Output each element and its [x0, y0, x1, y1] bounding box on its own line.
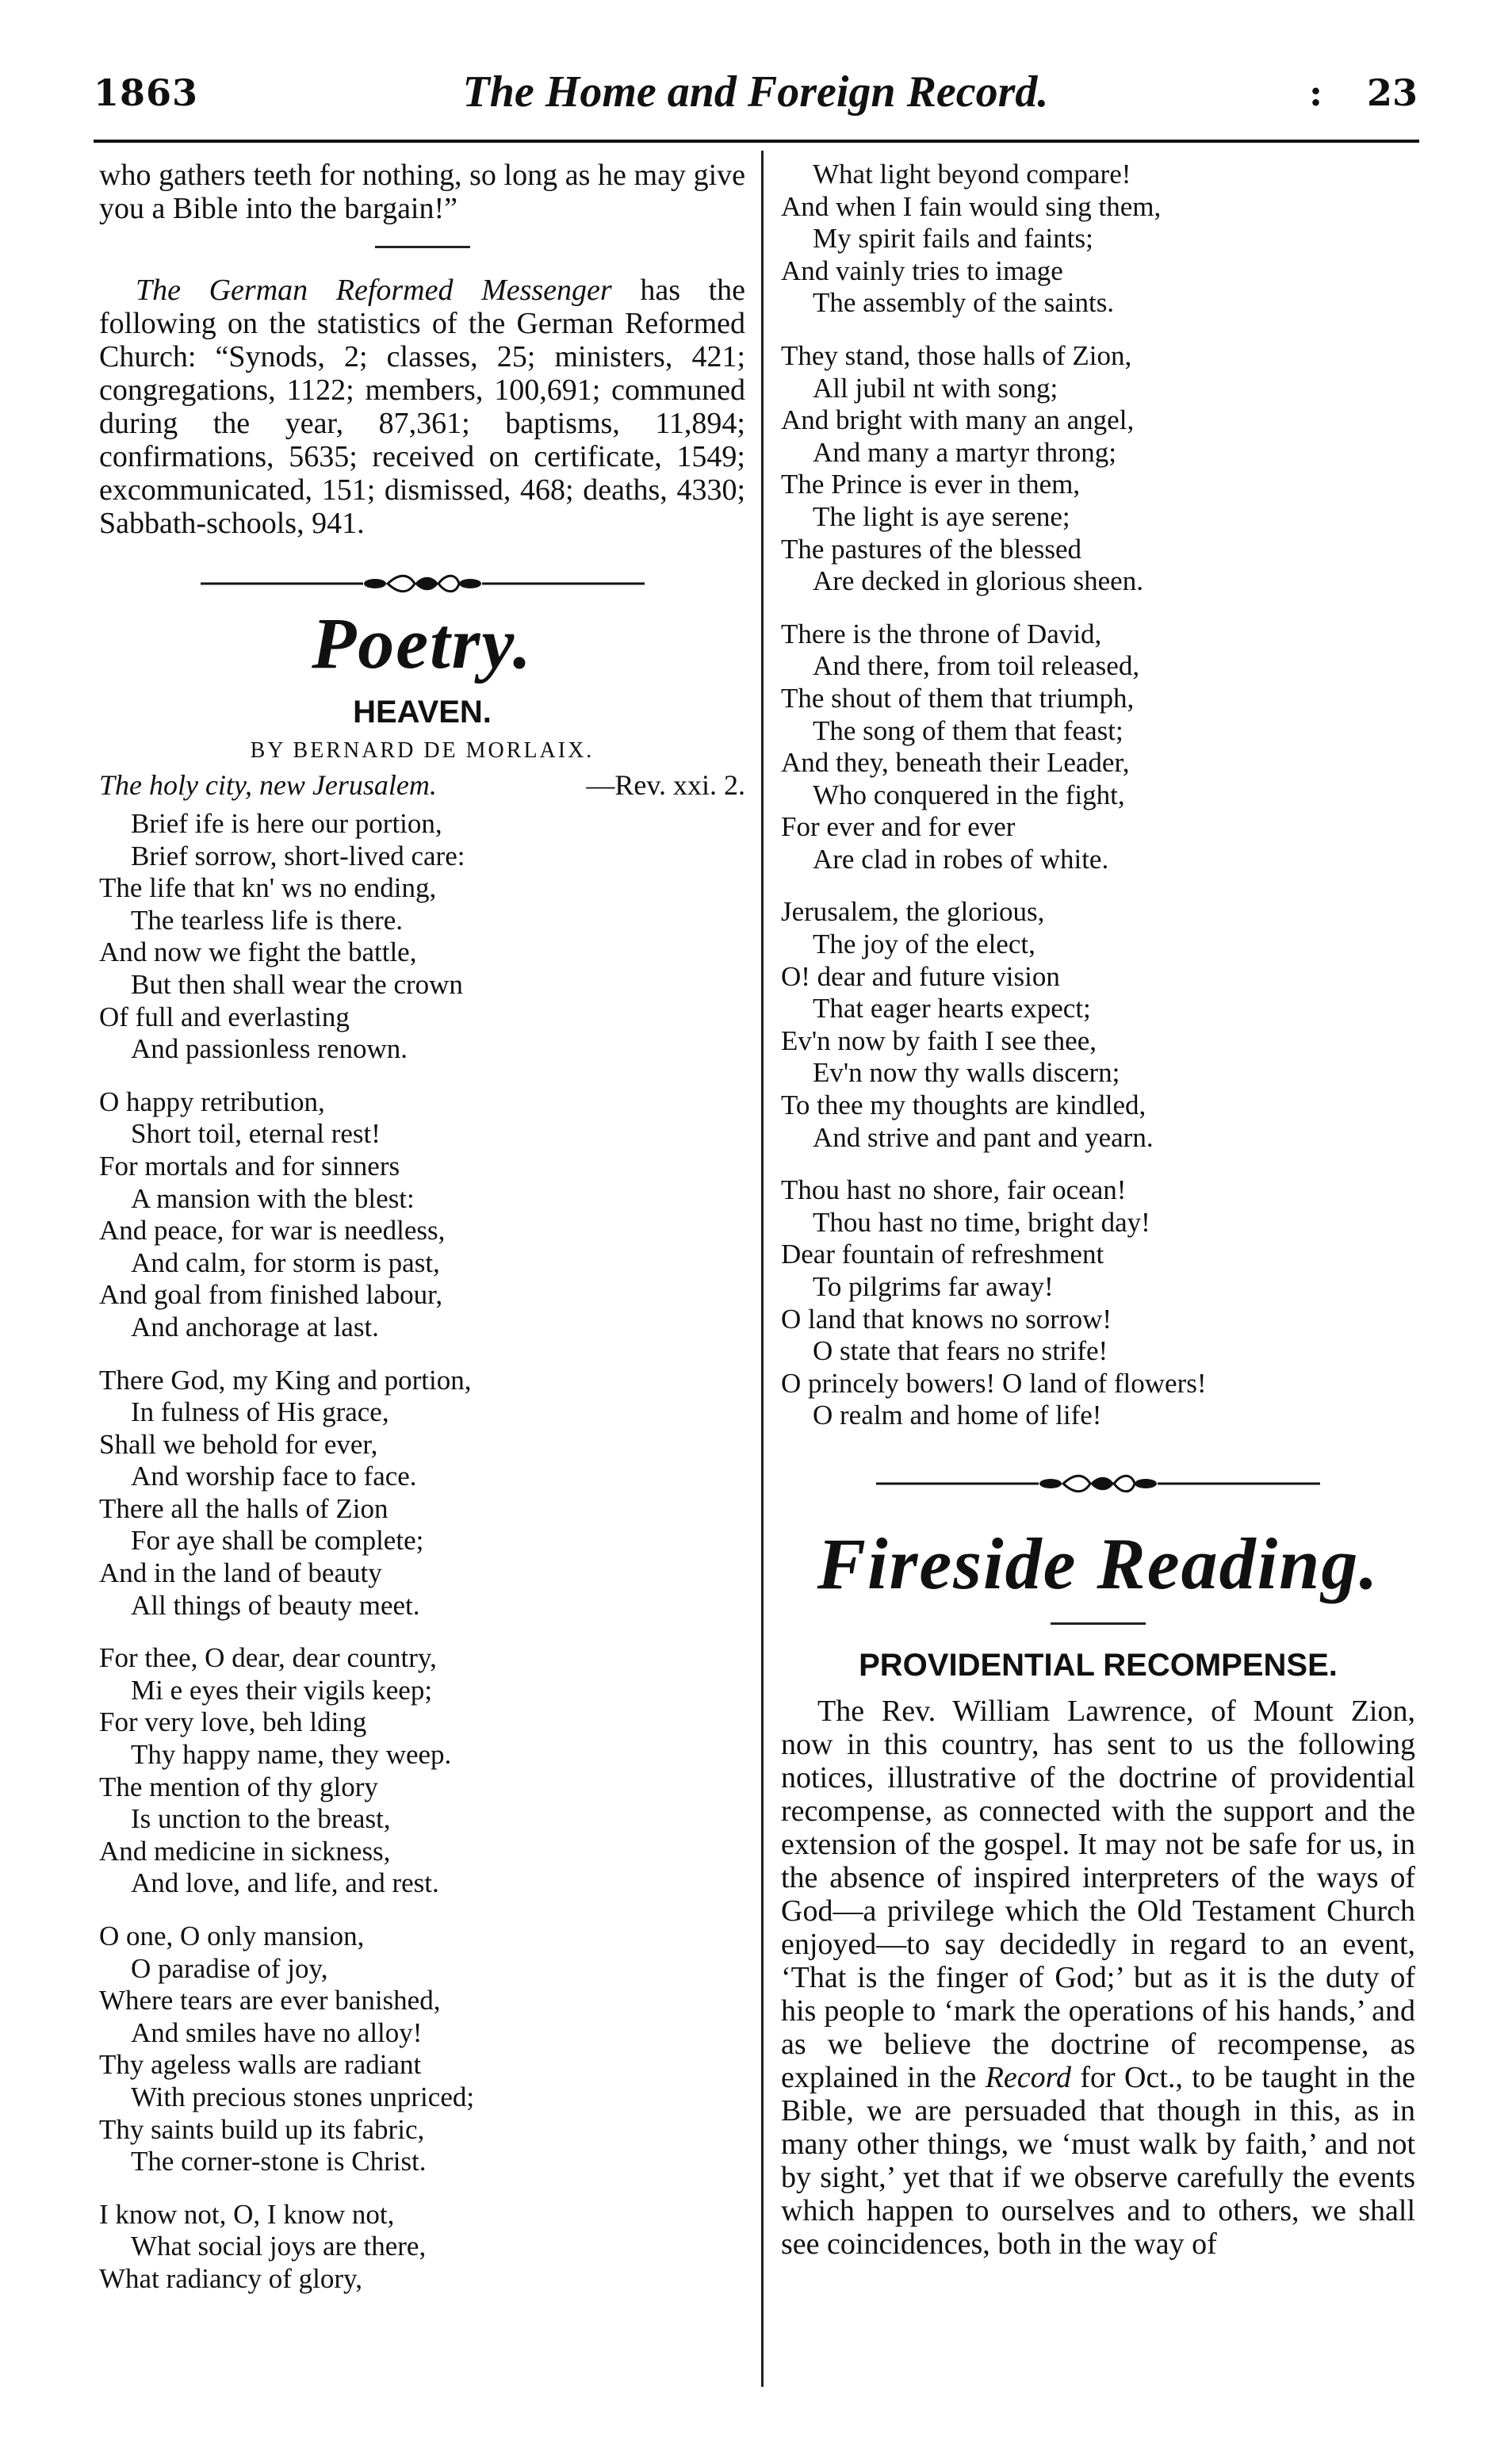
poem-line: All things of beauty meet.	[131, 1589, 420, 1621]
poem-line: And vainly tries to image	[781, 255, 1063, 286]
article-title: PROVIDENTIAL RECOMPENSE.	[859, 1647, 1338, 1683]
poem-line: And in the land of beauty	[99, 1557, 382, 1589]
poem-line: I know not, O, I know not,	[99, 2198, 395, 2230]
poem-stanza	[781, 896, 1415, 1154]
poem-line: Thy saints build up its fabric,	[99, 2113, 425, 2145]
poem-line: The mention of thy glory	[99, 1771, 378, 1802]
poem-stanza	[781, 619, 1415, 876]
poem-line: Thou hast no time, bright day!	[813, 1206, 1150, 1238]
poem-line: Is unction to the breast,	[131, 1803, 391, 1835]
poem-line: And passionless renown.	[131, 1033, 408, 1065]
poem-line: And there, from toil released,	[813, 650, 1140, 682]
poem-line: What social joys are there,	[131, 2231, 427, 2262]
poem-stanza	[781, 340, 1415, 598]
poem-line: And they, beneath their Leader,	[781, 747, 1130, 779]
poem-stanza	[99, 2199, 745, 2296]
poem-line: Thou hast no shore, fair ocean!	[781, 1174, 1127, 1206]
fireside-heading: Fireside Reading.	[817, 1522, 1380, 1604]
poem-line: The light is aye serene;	[813, 500, 1070, 532]
poem-line: Brief ife is here our portion,	[131, 808, 442, 839]
poem-stanza	[99, 1365, 745, 1622]
poem-line: But then shall wear the crown	[131, 968, 463, 1000]
poem-line: The tearless life is there.	[131, 904, 404, 936]
poem-epigraph	[99, 768, 745, 802]
poem-line: And worship face to face.	[131, 1461, 417, 1492]
poem-line: All jubil nt with song;	[813, 372, 1058, 404]
poem-line: The shout of them that triumph,	[781, 682, 1135, 714]
poem-line: The joy of the elect,	[813, 929, 1035, 960]
poem-line: To thee my thoughts are kindled,	[781, 1090, 1146, 1121]
poem-line: That eager hearts expect;	[813, 993, 1091, 1025]
continued-paragraph: who gathers teeth for nothing, so long as he may give you a Bible into the bargain!”	[99, 159, 745, 225]
poem-stanza	[99, 1642, 745, 1900]
poem-line: Jerusalem, the glorious,	[781, 896, 1045, 928]
poem-line: Ev'n now thy walls discern;	[813, 1057, 1120, 1089]
page-number: 23	[1366, 71, 1418, 114]
poem-right-stanzas	[781, 159, 1415, 1432]
poem-left-stanzas	[99, 808, 745, 2296]
poem-line: A mansion with the blest:	[131, 1182, 415, 1214]
poem-line: Of full and everlasting	[99, 1001, 350, 1032]
header-rule	[94, 140, 1419, 143]
poem-line: And medicine in sickness,	[99, 1835, 391, 1867]
poem-line: And goal from finished labour,	[99, 1279, 443, 1311]
poem-line: Ev'n now by faith I see thee,	[781, 1025, 1097, 1056]
poem-line: They stand, those halls of Zion,	[781, 339, 1132, 371]
poem-line: For ever and for ever	[781, 811, 1016, 843]
poem-line: And peace, for war is needless,	[99, 1215, 446, 1247]
poem-line: O! dear and future vision	[781, 960, 1060, 992]
poem-line: O one, O only mansion,	[99, 1921, 365, 1951]
poem-line: Are decked in glorious sheen.	[813, 565, 1143, 597]
poem-line: Shall we behold for ever,	[99, 1428, 378, 1460]
poem-line: Dear fountain of refreshment	[781, 1239, 1104, 1270]
ornament-divider	[876, 1472, 1320, 1496]
poem-line: And strive and pant and yearn.	[813, 1121, 1154, 1153]
left-column	[99, 159, 745, 2316]
poem-stanza	[99, 1086, 745, 1344]
poem-line: What light beyond compare!	[813, 159, 1131, 190]
messenger-title: The German Reformed Messenger	[136, 274, 612, 307]
statistics-text: has the following on the statistics of the German Reformed Church: “Synods, 2; classes, 25; ministers, 421; congregations, 1122; members, 100,691; communed during the year, 87,361; baptisms, 11,894; confirmations, 5635; received on certificate, 1549; excommunicated, 151; dismissed, 468; deaths, 4330; Sabbath-schools, 941.	[99, 274, 746, 540]
poem-line: In fulness of His grace,	[131, 1396, 389, 1428]
header-colon: :	[1309, 71, 1323, 114]
article-text-a: The Rev. William Lawrence, of Mount Zion, now in this country, has sent to us the following notices, illustrative of the doctrine of providential recompense, as connected with the support and the extension of the gospel. It may not be safe for us, in the absence of inspired interpreters of the ways of God—a privilege which the Old Testament Church enjoyed—to say decidedly in regard to an event, ‘That is the finger of God;’ but as it is the duty of his people to ‘mark the operations of his hands,’ and as we believe the doctrine of recompense, as explained in the	[781, 1694, 1415, 2094]
poem-line: And anchorage at last.	[131, 1311, 379, 1342]
poem-line: And now we fight the battle,	[99, 936, 417, 968]
poem-line: The song of them that feast;	[813, 714, 1123, 746]
record-title: Record	[985, 2060, 1072, 2094]
poem-line: And when I fain would sing them,	[781, 190, 1162, 222]
poem-line: O happy retribution,	[99, 1086, 325, 1117]
poem-line: O princely bowers! O land of flowers!	[781, 1367, 1207, 1399]
poem-line: And many a martyr throng;	[813, 436, 1116, 468]
poem-line: Mi e eyes their vigils keep;	[131, 1674, 433, 1706]
poem-stanza	[99, 1921, 745, 2178]
short-rule	[375, 246, 470, 248]
poem-line: The pastures of the blessed	[781, 533, 1082, 565]
poem-line: There God, my King and portion,	[99, 1364, 472, 1396]
poem-line: Thy ageless walls are radiant	[99, 2049, 422, 2081]
header-year: 1863	[94, 71, 199, 114]
poem-line: To pilgrims far away!	[813, 1271, 1054, 1302]
poem-title: HEAVEN.	[353, 695, 492, 730]
poem-line: With precious stones unpriced;	[131, 2081, 475, 2112]
poem-line: And love, and life, and rest.	[131, 1867, 439, 1899]
poem-line: What radiancy of glory,	[99, 2262, 363, 2294]
epigraph-quote: The holy city, new Jerusalem.	[99, 769, 437, 801]
poem-stanza	[781, 1174, 1415, 1432]
poem-line: The corner-stone is Christ.	[131, 2146, 427, 2177]
poem-line: And smiles have no alloy!	[131, 2016, 423, 2048]
poem-line: Where tears are ever banished,	[99, 1985, 441, 2016]
poem-line: There all the halls of Zion	[99, 1492, 389, 1524]
poem-stanza	[781, 159, 1415, 320]
poem-line: Brief sorrow, short-lived care:	[131, 840, 465, 871]
poem-line: Thy happy name, they weep.	[131, 1739, 452, 1771]
poem-stanza	[99, 808, 745, 1066]
poem-line: There is the throne of David,	[781, 618, 1102, 649]
poetry-heading: Poetry.	[312, 603, 533, 684]
epigraph-reference: —Rev. xxi. 2.	[586, 769, 745, 801]
poem-line: O realm and home of life!	[813, 1400, 1102, 1431]
poem-line: Short toil, eternal rest!	[131, 1118, 381, 1150]
ornament-divider	[201, 572, 645, 596]
article-paragraph	[781, 1695, 1415, 2261]
poem-line: O paradise of joy,	[131, 1952, 328, 1984]
poem-line: Are clad in robes of white.	[813, 843, 1109, 875]
poem-line: The assembly of the saints.	[813, 287, 1115, 319]
article-text-b: for Oct., to be taught in the Bible, we are persuaded that though in this, as in many other things, we ‘must walk by faith,’ and not by sight,’ yet that if we observe carefully the events which happen to ourselves and to others, we shall see coincidences, both in the way of	[781, 2060, 1415, 2261]
poem-author: BY BERNARD DE MORLAIX.	[250, 738, 595, 763]
poem-line: The life that kn' ws no ending,	[99, 872, 437, 904]
poem-line: O state that fears no strife!	[813, 1335, 1108, 1367]
poem-line: And calm, for storm is past,	[131, 1247, 440, 1278]
right-column	[781, 159, 1415, 2261]
poem-line: Who conquered in the fight,	[813, 779, 1125, 810]
poem-line: O land that knows no sorrow!	[781, 1303, 1112, 1335]
poem-line: And bright with many an angel,	[781, 404, 1135, 436]
poem-line: My spirit fails and faints;	[813, 223, 1093, 255]
poem-line: The Prince is ever in them,	[781, 469, 1081, 500]
short-rule	[1051, 1622, 1146, 1625]
poem-line: For very love, beh lding	[99, 1706, 367, 1738]
column-divider	[761, 151, 764, 2387]
statistics-paragraph	[99, 274, 745, 540]
poem-line: For mortals and for sinners	[99, 1150, 400, 1182]
poem-line: For aye shall be complete;	[131, 1525, 424, 1557]
running-header	[94, 67, 1418, 135]
header-title: The Home and Foreign Record.	[462, 67, 1049, 117]
poem-line: For thee, O dear, dear country,	[99, 1642, 437, 1674]
